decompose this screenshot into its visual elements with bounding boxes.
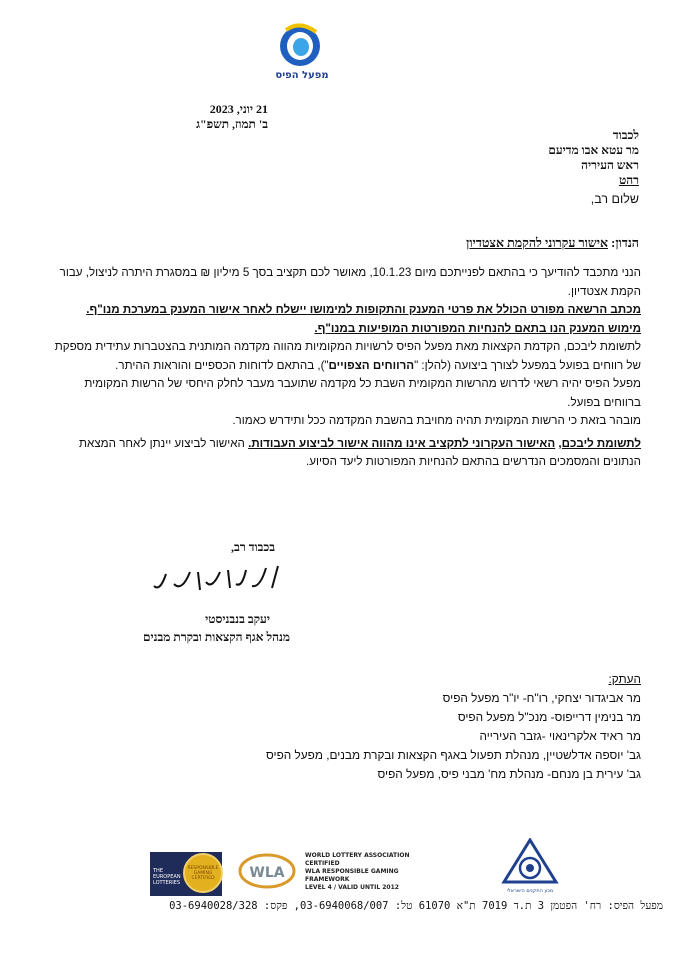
wla-line: FRAMEWORK — [305, 876, 350, 883]
recipient-line-1: לכבוד — [612, 128, 639, 142]
date-block — [150, 102, 268, 132]
copy-item: מר ראיד אלקרינאוי -גזבר העירייה — [479, 729, 641, 743]
logo-text: מפעל הפיס — [275, 70, 329, 81]
copy-item: מר בנימין דרייפוס- מנכ"ל מפעל הפיס — [457, 710, 641, 724]
paragraph-4 — [48, 338, 641, 375]
paragraph-4-a: לתשומת ליבכם, הקדמת הקצאות מאת מפעל הפיס לרשויות המקומיות מהווה מקדמה המותנית בהצטברות עתידית מספקת של רווחים בפועל במפעל לצורך ביצועה (להלן: " — [54, 340, 641, 372]
subject-line — [466, 236, 639, 251]
recipient-line-3: ראש העיריה — [581, 158, 639, 172]
letter-body — [48, 264, 641, 472]
paragraph-1: הנני מתכבד להודיעך כי בהתאם לפנייתכם מיום 10.1.23, מאושר לכם תקציב בסך 5 מיליון ₪ במסגרת היתרה לניצול, עבור הקמת אצטדיון. — [59, 266, 641, 298]
paragraph-5: מפעל הפיס יהיה רשאי לדרוש מהרשות המקומית השבת כל מקדמה שתועבר מעבר לחלק היחסי של הרשות המקומית ברווחים בפועל. — [84, 377, 641, 409]
subject-text: אישור עקרוני להקמת אצטדיון — [466, 236, 609, 250]
copies-title: העתק: — [608, 672, 641, 686]
recipient-block — [548, 128, 639, 188]
israel-standards-text: מכון התקנים הישראלי — [506, 888, 554, 894]
footer-address: מפעל הפיס: רח' הפטמן 3 ת.ד 7019 ת"א 61070 טל: 03-6940068/007, פקס: 03-6940028/328 — [169, 900, 663, 912]
paragraph-4-b: הרווחים הצפויים — [328, 358, 415, 372]
wla-text-block — [305, 852, 415, 892]
recipient-line-4: רהט — [618, 173, 639, 187]
wla-line: CERTIFIED — [305, 860, 340, 867]
wla-line: LEVEL 4 / VALID UNTIL 2012 — [305, 884, 399, 891]
subject-label: הנדון: — [611, 236, 639, 250]
signer-name: יעקב בנבניסטי — [205, 612, 270, 626]
wla-mark: WLA — [249, 865, 285, 881]
copy-item: גב' יוספה אדלשטיין, מנהלת תפעול באגף הקצאות ובקרת מבנים, מפעל הפיס — [266, 748, 641, 762]
european-lotteries-text: THE EUROPEAN LOTTERIES — [153, 868, 181, 886]
date-gregorian: 21 יוני, 2023 — [209, 102, 268, 116]
paragraph-2 — [48, 301, 641, 320]
paragraph-4-c: "), בהתאם לדוחות הכספיים והוראות ההיתר. — [115, 358, 329, 372]
israel-standards-logo-icon — [500, 838, 560, 896]
paragraph-6: מובהר בזאת כי הרשות המקומית תהיה מחויבת בהשבת המקדמה ככל ותידרש כאמור. — [232, 414, 641, 427]
paragraph-7 — [48, 435, 641, 472]
paragraph-7-a: לתשומת ליבכם, — [558, 436, 641, 450]
paragraph-3-text: מימוש המענק הנו בתאם להנחיות המפורטות המופיעות במנו"ף. — [314, 321, 641, 335]
signoff: בכבוד רב, — [231, 540, 275, 554]
paragraph-3 — [48, 320, 641, 339]
copy-item: גב' עירית בן מנחם- מנהלת מח' מבני פיס, מפעל הפיס — [377, 767, 641, 781]
greeting: שלום רב, — [590, 192, 639, 206]
wla-line: WLA RESPONSIBLE GAMING — [305, 868, 399, 875]
signature-image — [148, 558, 288, 598]
wla-line: WORLD LOTTERY ASSOCIATION — [305, 852, 410, 859]
responsible-gaming-badge-text: RESPONSIBLE GAMING CERTIFIED — [187, 866, 219, 881]
paragraph-7-b: האישור העקרוני לתקציב אינו מהווה אישור לביצוע העבודות. — [248, 436, 556, 450]
wla-logo-icon — [238, 852, 296, 890]
paragraph-7-c: האישור לביצוע יינתן לאחר המצאת הנתונים והמסמכים הנדרשים בהתאם להנחיות המפורטות ליעד הסיוע. — [79, 436, 641, 468]
signer-role: מנהל אגף הקצאות ובקרת מבנים — [142, 630, 290, 644]
copy-item: מר אביגדור יצחקי, רו"ח- יו"ר מפעל הפיס — [442, 691, 641, 705]
copies-block — [266, 670, 641, 784]
date-hebrew: ב' תמוז, תשפ"ג — [196, 117, 268, 131]
paragraph-2-text: מכתב הרשאה מפורט הכולל את פרטי המענק והתקופות למימושו יישלח לאחר אישור המענק במערכת מנו"ף. — [86, 303, 641, 316]
recipient-line-2: מר עטא אבו מדיעם — [548, 143, 639, 157]
